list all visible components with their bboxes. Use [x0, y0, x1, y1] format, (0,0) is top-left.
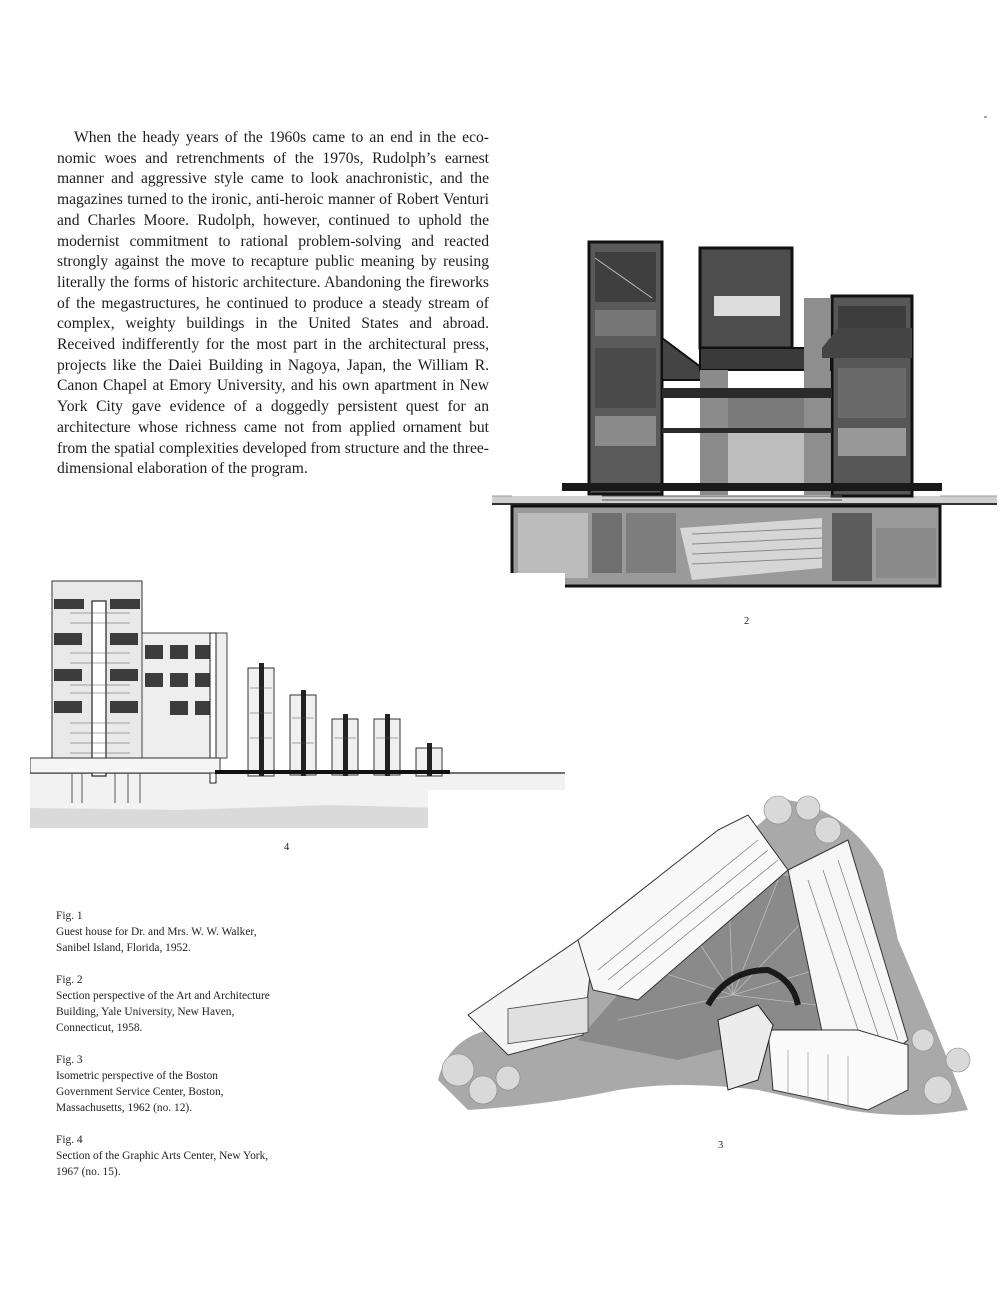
figure-2-section-perspective	[492, 238, 997, 588]
caption-label: Fig. 1	[56, 910, 83, 922]
caption-label: Fig. 3	[56, 1054, 83, 1066]
caption-fig-1	[56, 908, 271, 956]
boston-government-center-drawing	[428, 790, 996, 1130]
caption-fig-3	[56, 1052, 271, 1116]
figure-captions	[56, 908, 271, 1196]
figure-4-number: 4	[284, 842, 290, 853]
figure-3-isometric	[428, 790, 996, 1130]
section-perspective-drawing	[492, 238, 997, 588]
caption-text: Guest house for Dr. and Mrs. W. W. Walker, Sanibel Island, Florida, 1952.	[56, 926, 257, 954]
caption-text: Isometric perspective of the Boston Government Service Center, Boston, Massachusetts, 1962 (no. 12).	[56, 1070, 224, 1114]
caption-fig-2	[56, 972, 271, 1036]
scan-speck	[984, 116, 987, 118]
caption-text: Section perspective of the Art and Architecture Building, Yale University, New Haven, Connecticut, 1958.	[56, 990, 270, 1034]
caption-label: Fig. 2	[56, 974, 83, 986]
figure-3-number: 3	[718, 1140, 724, 1151]
body-paragraph: When the heady years of the 1960s came to an end in the economic woes and retrenchments of the 1970s, Rudolph’s earnest manner and aggressive style came to look anachronistic, and the magazines turned to the ironic, anti-heroic manner of Robert Venturi and Charles Moore. Rudolph, however, continued to uphold the modernist commitment to rational problem-solving and reacted strongly against the move to recapture public meaning by reusing literally the forms of historic architecture. Abandoning the fireworks of the megastructures, he continued to produce a steady stream of complex, weighty buildings in the United States and abroad. Received indifferently for the most part in the architectural press, projects like the Daiei Building in Nagoya, Japan, the William R. Canon Chapel at Emory University, and his own apartment in New York City gave evidence of a doggedly persistent quest for an architecture whose richness came not from applied ornament but from the spatial complexities developed from structure and the three-dimensional elaboration of the program.	[57, 129, 489, 478]
caption-label: Fig. 4	[56, 1134, 83, 1146]
caption-text: Section of the Graphic Arts Center, New York, 1967 (no. 15).	[56, 1150, 269, 1178]
caption-fig-4	[56, 1132, 271, 1180]
figure-2-number: 2	[744, 616, 750, 627]
